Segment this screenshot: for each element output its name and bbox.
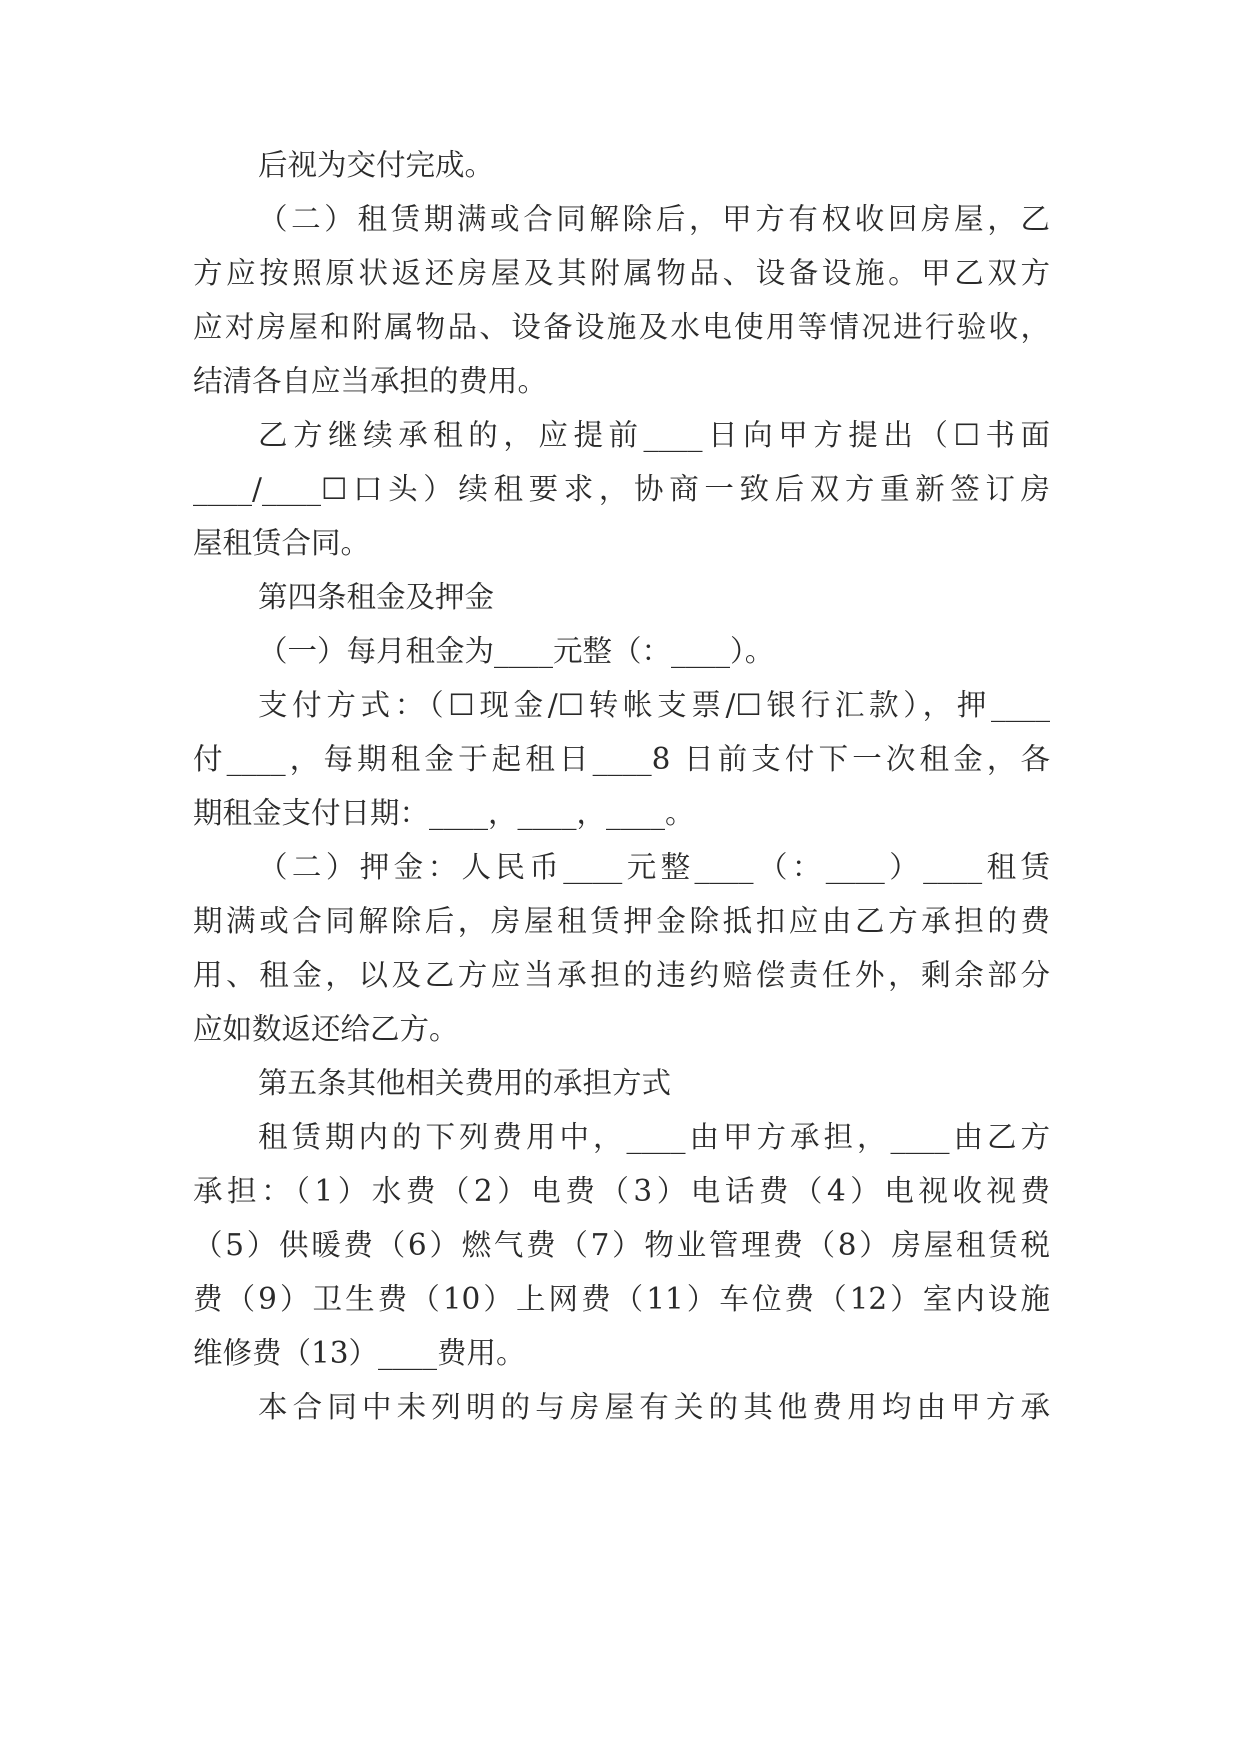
text-line: ____/____☐口头）续租要求，协商一致后双方重新签订房 <box>193 472 1050 506</box>
text-line: 支付方式：（☐现金/☐转帐支票/☐银行汇款），押____ <box>258 688 1050 722</box>
text-line: 应如数返还给乙方。 <box>193 1012 459 1046</box>
text-line: 租赁期内的下列费用中，____由甲方承担，____由乙方 <box>258 1120 1050 1154</box>
text-line: 屋租赁合同。 <box>193 526 371 560</box>
text-line: 结清各自应当承担的费用。 <box>193 364 548 398</box>
text-line: 本合同中未列明的与房屋有关的其他费用均由甲方承 <box>258 1390 1050 1424</box>
text-line: 付____，每期租金于起租日____8 日前支付下一次租金，各 <box>193 742 1050 776</box>
text-line: 用、租金，以及乙方应当承担的违约赔偿责任外，剩余部分 <box>193 958 1050 992</box>
text-line: （二）租赁期满或合同解除后，甲方有权收回房屋，乙 <box>258 202 1050 236</box>
text-line: 费（9）卫生费（10）上网费（11）车位费（12）室内设施 <box>193 1282 1050 1316</box>
text-line: （二）押金：人民币____元整____（：____）____租赁 <box>258 850 1050 884</box>
text-line: （一）每月租金为____元整（：____）。 <box>258 634 775 668</box>
text-line: 期满或合同解除后，房屋租赁押金除抵扣应由乙方承担的费 <box>193 904 1050 938</box>
text-line: 承担：（1）水费（2）电费（3）电话费（4）电视收视费 <box>193 1174 1050 1208</box>
text-line: 后视为交付完成。 <box>258 148 495 182</box>
text-line: 乙方继续承租的，应提前____日向甲方提出（☐书面 <box>258 418 1050 452</box>
text-line: 应对房屋和附属物品、设备设施及水电使用等情况进行验收， <box>193 310 1050 344</box>
section-heading: 第五条其他相关费用的承担方式 <box>258 1066 672 1100</box>
text-line: 期租金支付日期：____，____，____。 <box>193 796 695 830</box>
section-heading: 第四条租金及押金 <box>258 580 495 614</box>
text-line: （5）供暖费（6）燃气费（7）物业管理费（8）房屋租赁税 <box>193 1228 1050 1262</box>
text-line: 维修费（13）____费用。 <box>193 1336 526 1370</box>
text-line: 方应按照原状返还房屋及其附属物品、设备设施。甲乙双方 <box>193 256 1050 290</box>
